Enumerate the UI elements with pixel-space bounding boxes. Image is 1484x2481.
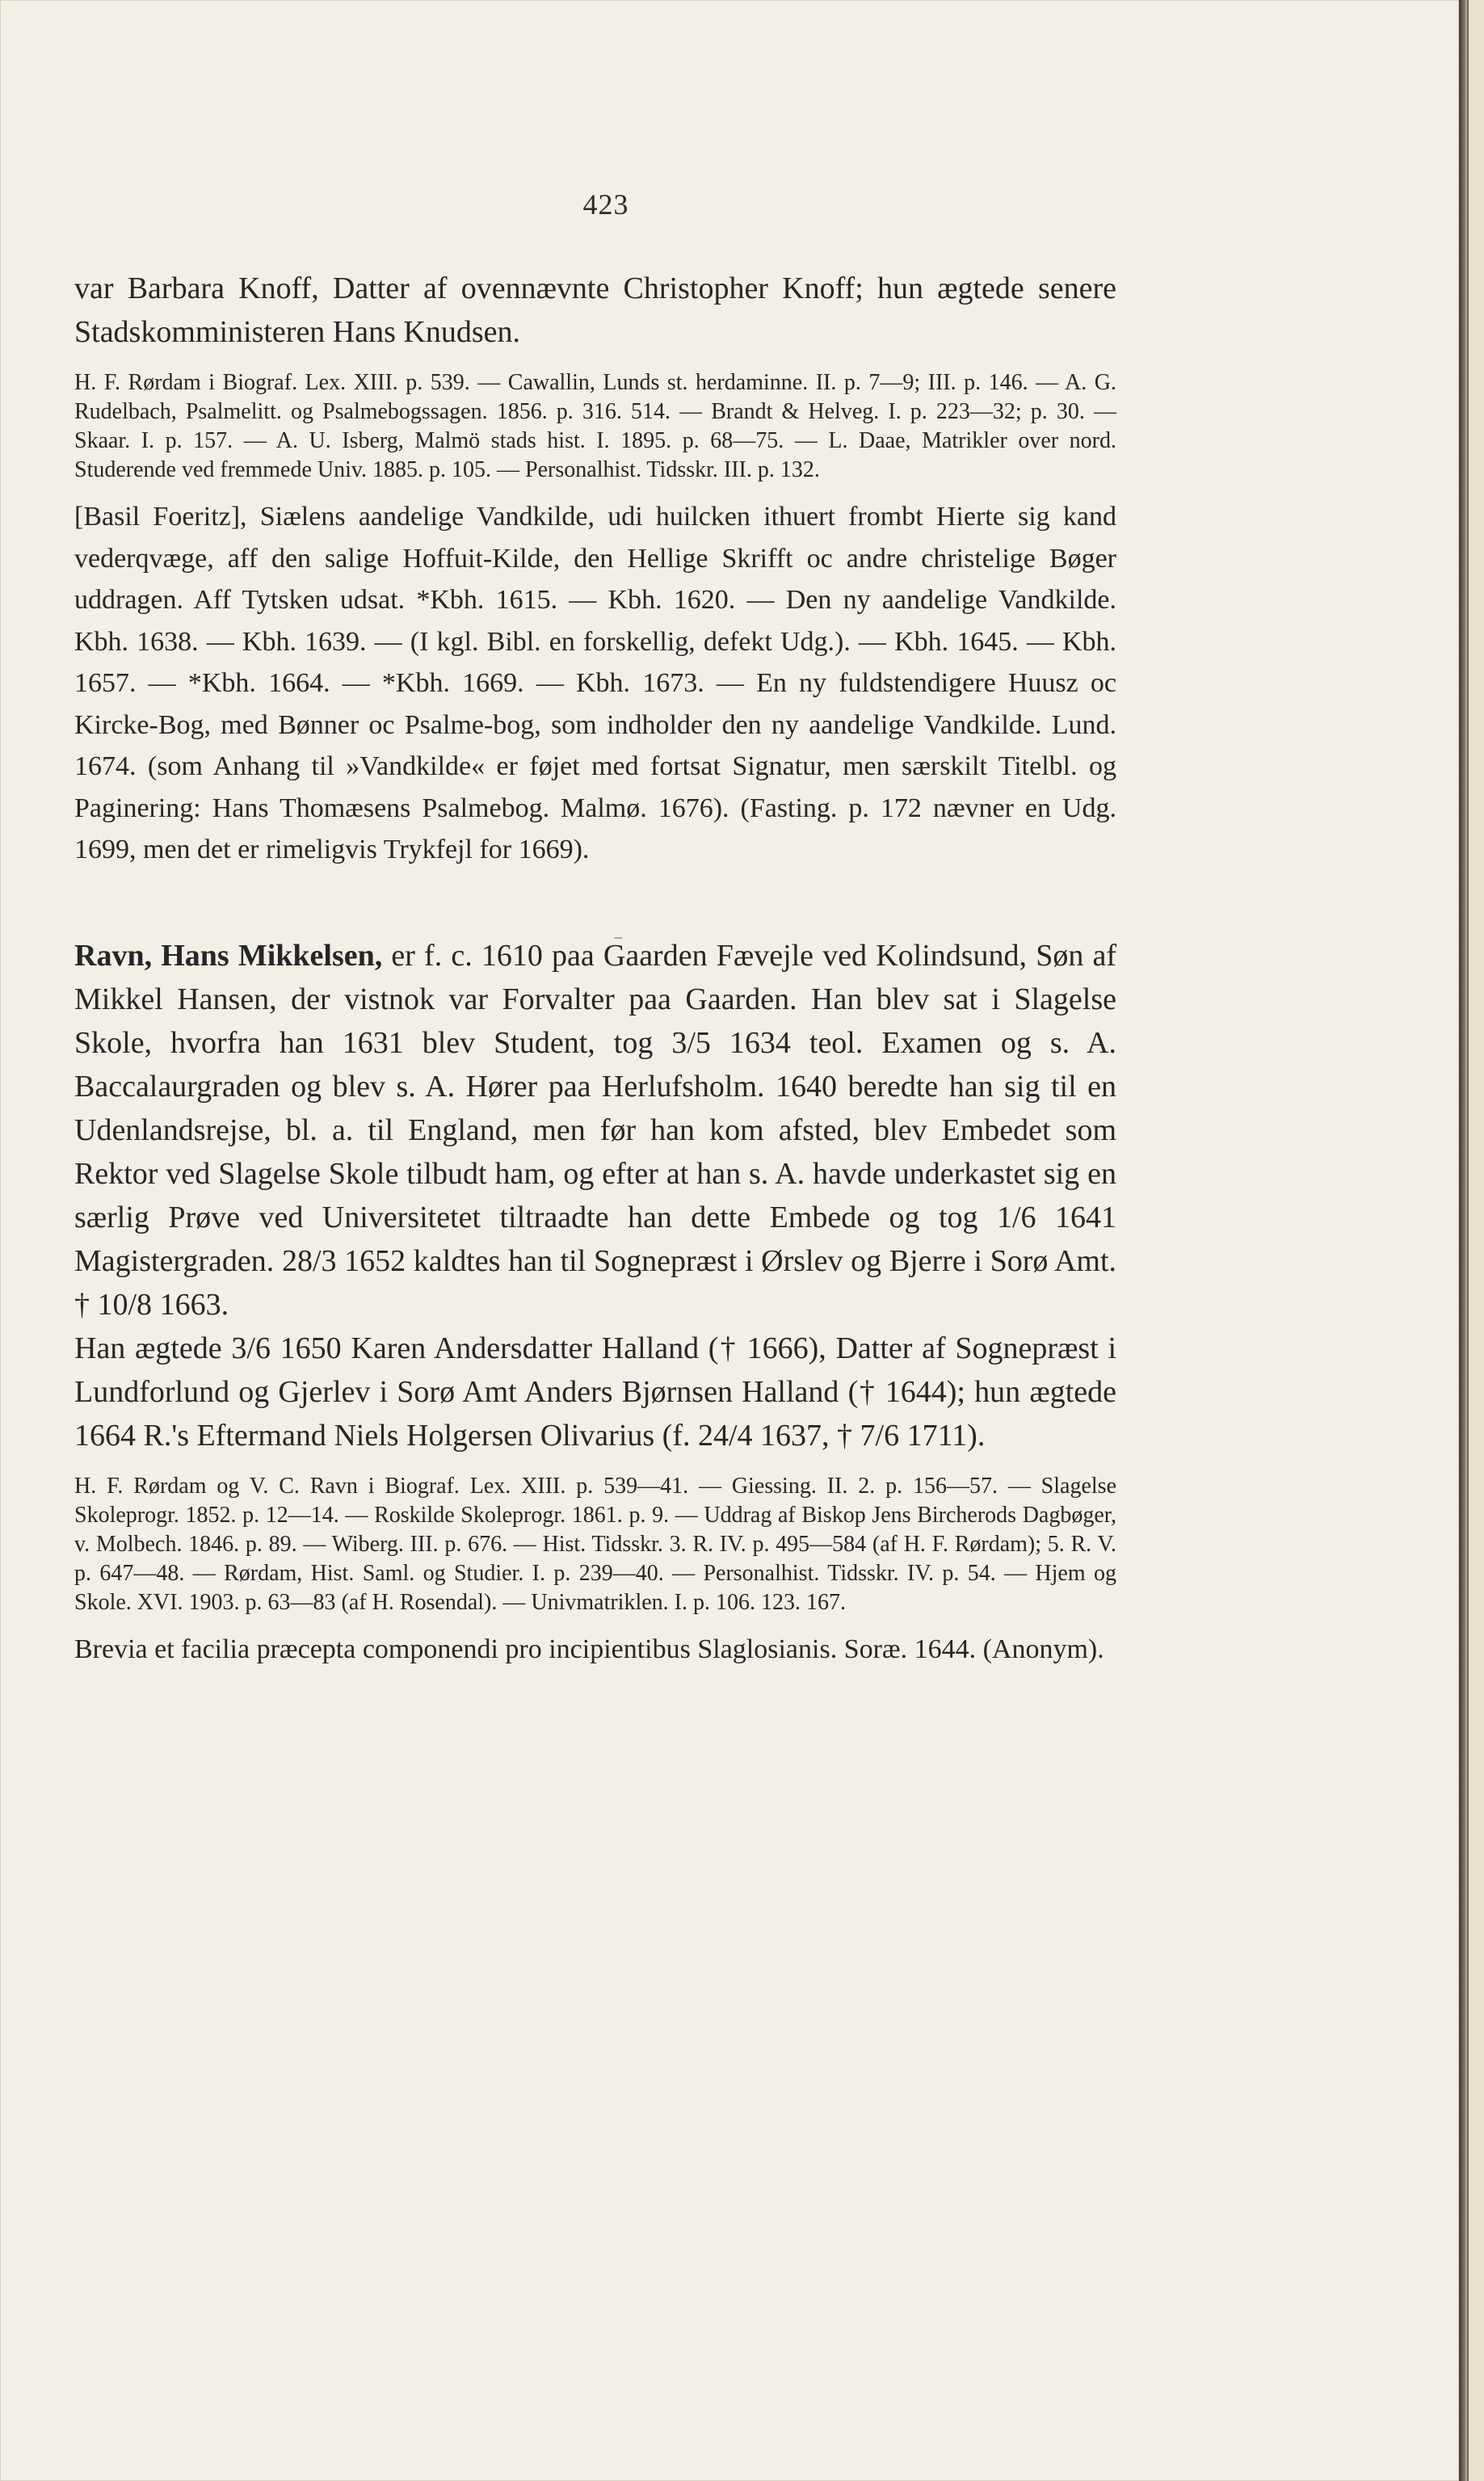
page-number: 423	[582, 188, 629, 221]
page-edge-line	[1467, 0, 1469, 2481]
marriage-text-4: 1711).	[899, 1418, 986, 1453]
date-fraction-1: 3/5	[671, 1025, 711, 1060]
entry-text-3: 1641 Magistergraden.	[74, 1200, 1116, 1278]
marriage-text-1: Han ægtede	[74, 1331, 232, 1365]
marriage-fraction-1: 3/6	[231, 1331, 271, 1365]
entry-text-2: 1634 teol. Examen og s. A. Baccalaurgraden og blev s. A. Hører paa Herlufsholm. 1640 beredte han sig til en Udenlandsrejse, bl. a. til England, men før han kom afsted, blev Embedet som Rektor ved Slagelse Skole tilbudt ham, og efter at han s. A. havde underkastet sig en særlig Prøve ved Universitetet tiltraadte han dette Embede og tog	[74, 1025, 1116, 1234]
entry-text-5: 1663.	[152, 1287, 229, 1322]
date-fraction-2: 1/6	[996, 1200, 1036, 1234]
paragraph-knoff: var Barbara Knoff, Datter af ovennævnte Christopher Knoff; hun ægtede senere Stadskomministeren Hans Knudsen.	[74, 271, 1116, 349]
entry-text-4: 1652 kaldtes han til Sognepræst i Ørslev og Bjerre i Sorø Amt. †	[74, 1243, 1116, 1322]
marriage-fraction-3: 7/6	[860, 1418, 900, 1453]
entry-text-1: er f. c. 1610 paa Gaarden Fævejle ved Kolindsund, Søn af Mikkel Hansen, der vistnok var Forvalter paa Gaarden. Han blev sat i Slagelse Skole, hvorfra han 1631 blev Student, tog	[74, 938, 1116, 1060]
page-content	[74, 267, 1116, 1670]
marriage-text-2: 1650 Karen Andersdatter Halland († 1666), Datter af Sognepræst i Lundforlund og Gjerlev i Sorø Amt Anders Bjørnsen Halland († 1644); hun ægtede 1664 R.'s Eftermand Niels Holgersen Olivarius (f.	[74, 1331, 1117, 1453]
paragraph-vandkilde: [Basil Foeritz], Siælens aandelige Vandkilde, udi huilcken ithuert frombt Hierte sig kand vederqvæge, aff den salige Hoffuit-Kilde, den Hellige Skrifft oc andre christelige Bøger uddragen. Aff Tytsken udsat. *Kbh. 1615. — Kbh. 1620. — Den ny aandelige Vandkilde. Kbh. 1638. — Kbh. 1639. — (I kgl. Bibl. en forskellig, defekt Udg.). — Kbh. 1645. — Kbh. 1657. — *Kbh. 1664. — *Kbh. 1669. — Kbh. 1673. — En ny fuldstendigere Huusz oc Kircke-Bog, med Bønner oc Psalme-bog, som indholder den ny aandelige Vandkilde. Lund. 1674. (som Anhang til »Vandkilde« er føjet med fortsat Signatur, men særskilt Titelbl. og Paginering: Hans Thomæsens Psalmebog. Malmø. 1676). (Fasting. p. 172 nævner en Udg. 1699, men det er rimeligvis Trykfejl for 1669).	[74, 502, 1116, 864]
date-fraction-4: 10/8	[97, 1287, 153, 1322]
references-ravn: H. F. Rørdam og V. C. Ravn i Biograf. Lex. XIII. p. 539—41. — Giessing. II. 2. p. 156—57. — Slagelse Skoleprogr. 1852. p. 12—14. — Roskilde Skoleprogr. 1861. p. 9. — Uddrag af Biskop Jens Bircherods Dagbøger, v. Molbech. 1846. p. 89. — Wiberg. III. p. 676. — Hist. Tidsskr. 3. R. IV. p. 495—584 (af H. F. Rørdam); 5. R. V. p. 647—48. — Rørdam, Hist. Saml. og Studier. I. p. 239—40. — Personalhist. Tidsskr. IV. p. 54. — Hjem og Skole. XVI. 1903. p. 63—83 (af H. Rosendal). — Univmatriklen. I. p. 106. 123. 167.	[74, 1473, 1116, 1615]
date-fraction-3: 28/3	[281, 1243, 337, 1278]
paragraph-marriage	[74, 1327, 1116, 1457]
references-knoff: H. F. Rørdam i Biograf. Lex. XIII. p. 539. — Cawallin, Lunds st. herdaminne. II. p. 7—9; III. p. 146. — A. G. Rudelbach, Psalmelitt. og Psalmebogssagen. 1856. p. 316. 514. — Brandt & Helveg. I. p. 223—32; p. 30. — Skaar. I. p. 157. — A. U. Isberg, Malmö stads hist. I. 1895. p. 68—75. — L. Daae, Matrikler over nord. Studerende ved fremmede Univ. 1885. p. 105. — Personalhist. Tidsskr. III. p. 132.	[74, 370, 1116, 482]
marriage-text-3: 1637, †	[752, 1418, 860, 1453]
book-edge-shadow	[1459, 0, 1484, 2481]
entry-ravn-hans-mikkelsen	[74, 934, 1116, 1327]
entry-heading: Ravn, Hans Mikkelsen,	[74, 938, 383, 973]
paragraph-brevia: Brevia et facilia præcepta componendi pro incipientibus Slaglosianis. Soræ. 1644. (Anonym).	[74, 1634, 1104, 1664]
paper-mark	[614, 937, 622, 939]
section-gap	[74, 871, 1116, 934]
marriage-fraction-2: 24/4	[697, 1418, 753, 1453]
